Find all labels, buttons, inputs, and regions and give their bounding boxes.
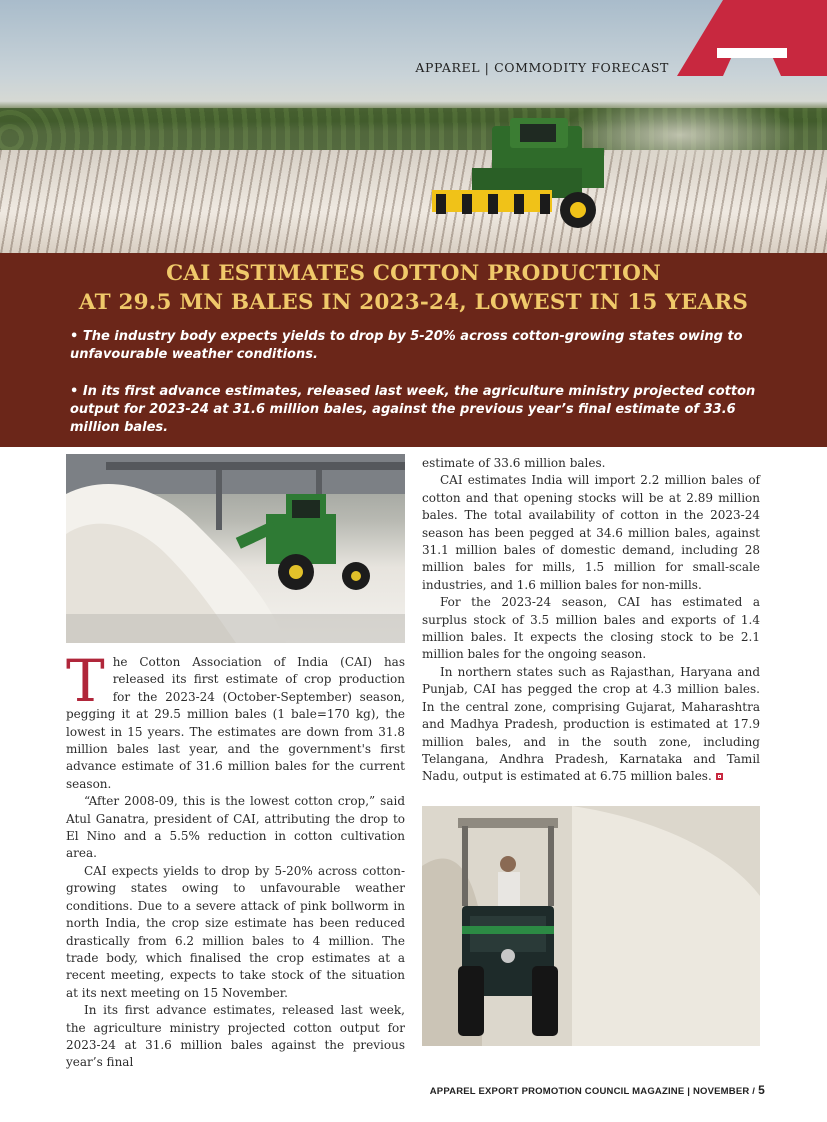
article-paragraph: CAI estimates India will import 2.2 million bales of cotton and that opening stocks will be at 2.89 million bales. The total availability of cotton in the 2023-24 season has been pegged at 34.6 million bales, against 31.1 million bales of domestic demand, including 28 million bales for mills, 1.5 million for small-scale industries, and 1.6 million bales for non-mills. (422, 473, 760, 592)
dropcap: T (66, 647, 105, 715)
tractor-cotton-mound-icon (422, 806, 760, 1046)
tractor-cotton-photo (422, 806, 760, 1046)
end-mark-icon (716, 773, 723, 780)
summary-bullet-2: • In its first advance estimates, released last week, the agriculture ministry projected cotton output for 2023-24 at 31.6 million bales, against the previous year’s final estimate of 33.6 million bales. (70, 384, 756, 435)
article-paragraph-text: he Cotton Association of India (CAI) has released its first estimate of crop production for the 2023-24 (October-September) season, pegging it at 29.5 million bales (1 bale=170 kg), the lowest in 15 years. The estimates are down from 31.8 million bales last year, and the government's first advance estimate of 31.6 million bales for the current season. (66, 655, 405, 791)
headline-line-1: CAI ESTIMATES COTTON PRODUCTION (166, 261, 661, 286)
article-column-1 (66, 647, 405, 1072)
article-paragraph (422, 664, 760, 786)
headline (0, 253, 827, 317)
cotton-heap-photo (66, 454, 405, 643)
article-paragraph: estimate of 33.6 million bales. (422, 456, 606, 470)
article-paragraph: For the 2023-24 season, CAI has estimated a surplus stock of 3.5 million bales and exports of 1.4 million bales. It expects the closing stock to be 2.1 million bales for the ongoing season. (422, 595, 760, 662)
summary-bullets (70, 328, 770, 456)
cotton-harvester-icon (432, 118, 610, 230)
footer-text: APPAREL EXPORT PROMOTION COUNCIL MAGAZINE | NOVEMBER / (429, 1086, 756, 1097)
article-paragraph (66, 647, 405, 793)
article-paragraph: In its first advance estimates, released last week, the agriculture ministry projected cotton output for 2023-24 at 31.6 million bales against the previous year’s final (66, 1003, 405, 1070)
cotton-heap-tractor-icon (66, 454, 405, 643)
page-footer (430, 1083, 765, 1097)
section-label: APPAREL | COMMODITY FORECAST (415, 60, 669, 75)
article-paragraph: “After 2008-09, this is the lowest cotton crop,” said Atul Ganatra, president of CAI, attributing the drop to El Nino and a 5.5% reduction in cotton cultivation area. (66, 794, 405, 861)
headline-line-2: AT 29.5 MN BALES IN 2023-24, LOWEST IN 15 YEARS (78, 290, 749, 315)
headline-band (0, 253, 827, 447)
summary-bullet-1: • The industry body expects yields to drop by 5-20% across cotton-growing states owing to unfavourable weather conditions. (70, 329, 743, 362)
article-column-2 (422, 455, 760, 786)
page-number: 5 (758, 1083, 765, 1097)
article-paragraph: CAI expects yields to drop by 5-20% across cotton-growing states owing to unfavourable weather conditions. Due to a severe attack of pink bollworm in north India, the crop size estimate has been reduced drastically from 6.2 million bales to 4 million. The trade body, which finalised the crop estimates at a recent meeting, expects to take stock of the situation at its next meeting on 15 November. (66, 863, 405, 1000)
article-paragraph-text: In northern states such as Rajasthan, Haryana and Punjab, CAI has pegged the crop at 4.3 million bales. In the central zone, comprising Gujarat, Maharashtra and Madhya Pradesh, production is estimated at 17.9 million bales, and in the south zone, including Telangana, Andhra Pradesh, Karnataka and Tamil Nadu, output is estimated at 6.75 million bales. (422, 664, 760, 784)
apparel-logo-icon (677, 0, 827, 76)
